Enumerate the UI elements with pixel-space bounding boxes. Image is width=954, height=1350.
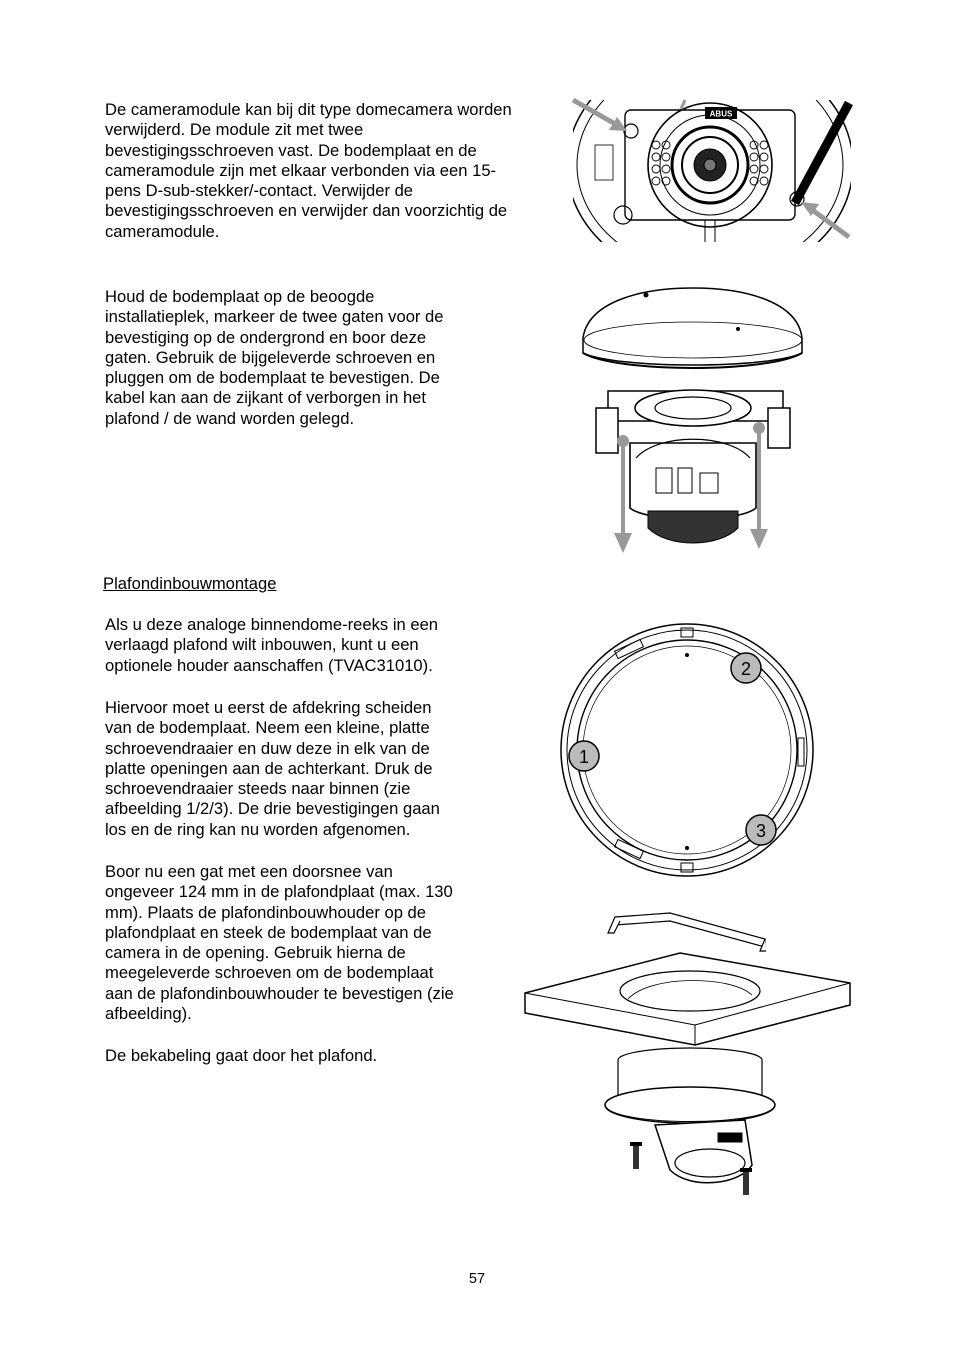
release-marker-3 bbox=[746, 815, 776, 845]
release-marker-2-label: 2 bbox=[740, 659, 752, 679]
screw-hole-left-icon bbox=[617, 435, 629, 447]
brand-label: ABUS bbox=[709, 109, 733, 119]
paragraph-remove-ring: Hiervoor moet u eerst de afdekring scheiden van de bodemplaat. Neem een kleine, platte schroevendraaier en duw deze in elk van de platte openingen aan de achterkant. Druk de schroevendraaier steeds naar binnen (zie afbeelding 1/2/3). De drie bevestigingen gaan los en de ring kan nu worden afgenomen. bbox=[105, 698, 440, 839]
paragraph-drill-hole: Boor nu een gat met een doorsnee van ongeveer 124 mm in de plafondplaat (max. 130 mm). Plaats de plafondinbouwhouder op de plafondplaat en steek de bodemplaat van de camera in de opening. Gebruik hierna de meegeleverde schroeven om de bodemplaat aan de plafondinbouwhouder te bevestigen (zie afbeelding). bbox=[105, 862, 454, 1024]
release-marker-3-label: 3 bbox=[755, 821, 767, 841]
screw-hole-right-icon bbox=[753, 422, 765, 434]
figure-dome-mounting bbox=[578, 283, 808, 555]
section-heading: Plafondinbouwmontage bbox=[103, 574, 277, 593]
paragraph-remove-module: De cameramodule kan bij dit type domecamera worden verwijderd. De module zit met twee bevestigingsschroeven vast. De bodemplaat en de cameramodule zijn met elkaar verbonden via een 15- pens D-sub-stekker/-contact. Verwijder de bevestigingsschroeven en verwijder dan voorzichtig de cameramodule. bbox=[105, 100, 512, 241]
figure-cover-ring bbox=[560, 620, 820, 882]
release-marker-1 bbox=[569, 741, 599, 771]
screwdriver-icon bbox=[795, 103, 849, 203]
figure-camera-module bbox=[565, 95, 855, 245]
release-marker-2 bbox=[731, 653, 761, 683]
page-number: 57 bbox=[468, 1271, 486, 1287]
screw-icon bbox=[630, 1142, 642, 1169]
paragraph-cabling: De bekabeling gaat door het plafond. bbox=[105, 1046, 378, 1065]
release-marker-1-label: 1 bbox=[578, 747, 590, 767]
paragraph-mount-base: Houd de bodemplaat op de beoogde installatieplek, markeer de twee gaten voor de bevestiging op de ondergrond en boor deze gaten. Gebruik de bijgeleverde schroeven en pluggen om de bodemplaat te bevestigen. De kabel kan aan de zijkant of verborgen in het plafond / de wand worden gelegd. bbox=[105, 287, 444, 428]
paragraph-ceiling-intro: Als u deze analoge binnendome-reeks in een verlaagd plafond wilt inbouwen, kunt u een optionele houder aanschaffen (TVAC31010). bbox=[105, 615, 439, 675]
figure-ceiling-installation bbox=[520, 905, 855, 1200]
